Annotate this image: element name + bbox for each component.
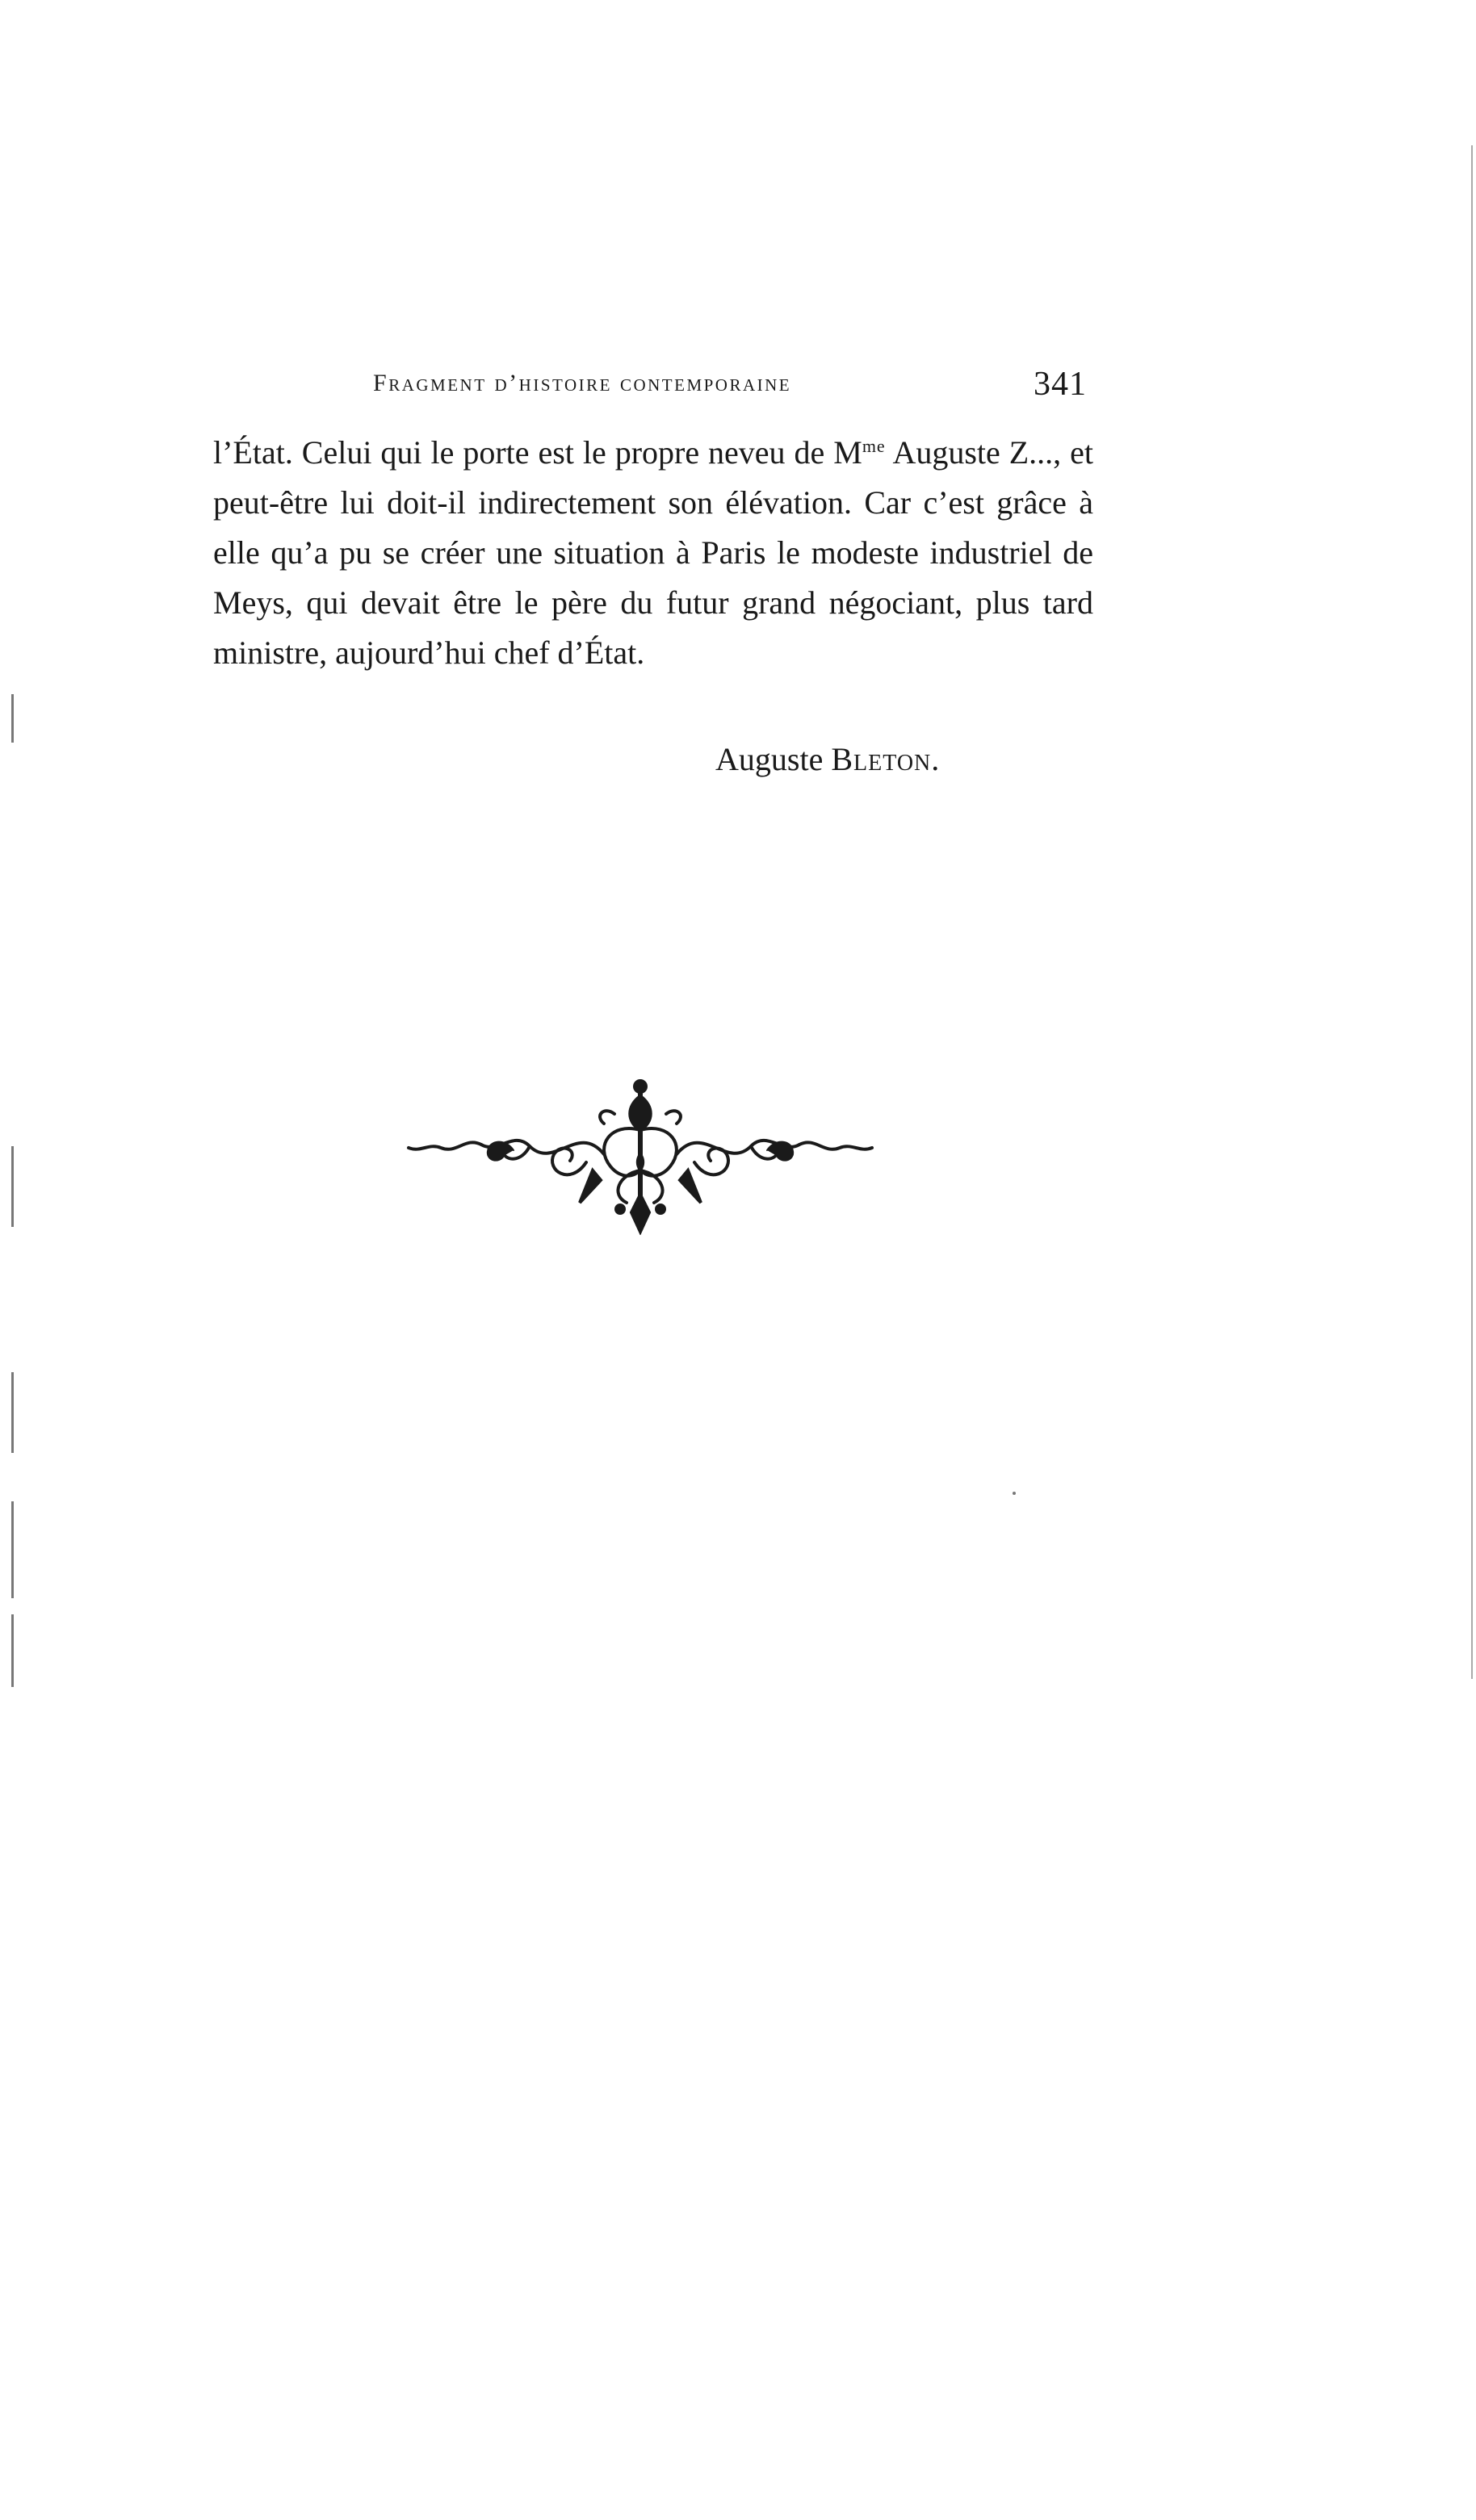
scan-artifact — [11, 694, 14, 743]
scan-artifact — [11, 1146, 14, 1227]
superscript-abbreviation: me — [862, 436, 886, 456]
body-text-part-2: Auguste Z..., et peut-être lui doit-il indirectement son élévation. Car c’est grâce à elle qu’a pu se créer une situation à Paris le modeste industriel de Meys, qui devait être le père du futur grand négociant, plus tard ministre, aujourd’hui chef d’État. — [213, 434, 1093, 671]
author-first-name: Auguste — [715, 741, 824, 777]
running-head — [215, 362, 1095, 410]
scan-artifact — [1471, 145, 1473, 1679]
body-paragraph — [213, 421, 1093, 678]
scan-artifact — [1013, 1492, 1016, 1495]
scan-artifact — [11, 1614, 14, 1687]
body-text-part-1: l’État. Celui qui le porte est le propre neveu de M — [213, 434, 862, 471]
author-signature — [715, 739, 940, 780]
running-title: Fragment d’histoire contemporaine — [373, 370, 792, 396]
author-last-name: Bleton. — [831, 741, 941, 777]
floral-vignette-icon — [392, 1074, 888, 1235]
page-number: 341 — [1034, 366, 1087, 403]
scan-artifact — [11, 1501, 14, 1598]
scan-artifact — [11, 1372, 14, 1453]
